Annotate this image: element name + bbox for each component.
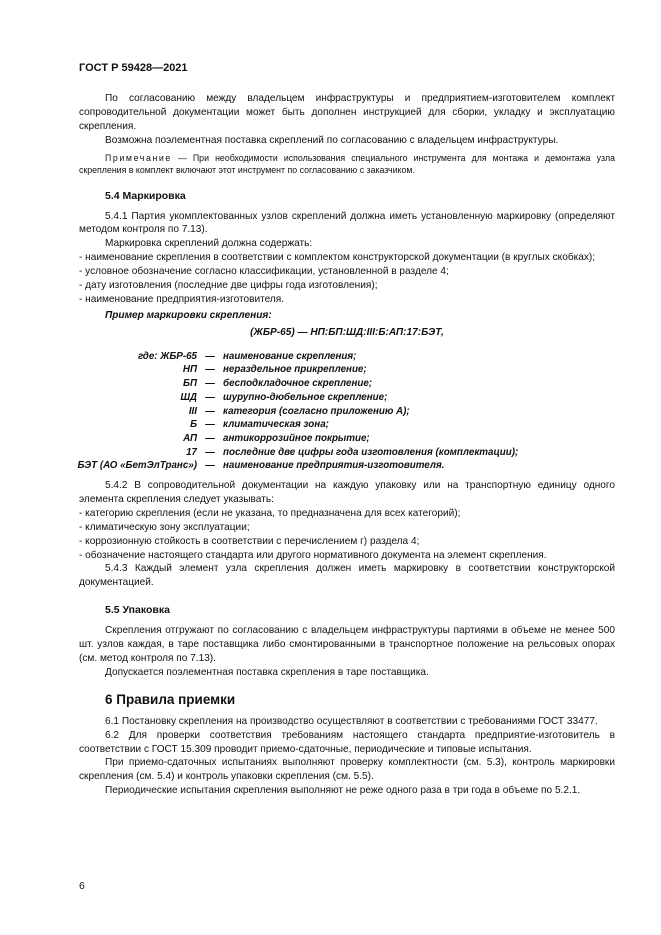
legend-row	[75, 446, 518, 460]
legend-row	[75, 363, 518, 377]
legend-desc: климатическая зона;	[223, 419, 329, 431]
marking-item-1: - наименование скрепления в соответствии с комплектом конструкторской документации (в круглых скобках);	[79, 252, 596, 264]
legend-row	[75, 391, 518, 405]
legend-dash: —	[205, 432, 215, 444]
legend-row	[75, 432, 518, 446]
legend-dash: —	[205, 460, 215, 472]
legend-term: АП	[183, 432, 197, 444]
legend-row	[75, 459, 518, 473]
marking-legend	[75, 350, 518, 473]
legend-desc: наименование скрепления;	[223, 350, 357, 362]
intro-paragraph-2: Возможна поэлементная поставка скреплений по согласованию с владельцем инфраструктуры.	[105, 134, 559, 146]
legend-term: III	[188, 405, 197, 417]
marking-example-formula: (ЖБР-65) — НП:БП:ШД:III:Б:АП:17:БЭТ,	[250, 326, 444, 338]
marking-item-2: - условное обозначение согласно классификации, установленной в разделе 4;	[79, 266, 449, 278]
paragraph-5-4-3: 5.4.3 Каждый элемент узла скрепления должен иметь маркировку в соответствии конструкторской документацией.	[79, 563, 615, 589]
page-content	[79, 92, 615, 798]
note-label: Примечание	[105, 152, 172, 163]
note	[79, 152, 615, 176]
paragraph-6-1: 6.1 Постановку скрепления на производство осуществляют в соответствии с требованиями ГОСТ 33477.	[105, 715, 598, 727]
marking-example-heading: Пример маркировки скрепления:	[105, 309, 272, 321]
legend-desc: бесподкладочное скрепление;	[223, 378, 373, 390]
marking-list-intro: Маркировка скреплений должна содержать:	[105, 238, 313, 250]
legend-desc: последние две цифры года изготовления (комплектации);	[223, 446, 519, 458]
legend-row	[75, 405, 518, 419]
legend-term: БП	[183, 378, 197, 390]
legend-dash: —	[205, 391, 215, 403]
legend-dash: —	[205, 350, 215, 362]
section-5-4-title: 5.4 Маркировка	[105, 189, 186, 202]
legend-row	[75, 350, 518, 364]
legend-desc: категория (согласно приложению А);	[223, 405, 410, 417]
legend-desc: шурупно-дюбельное скрепление;	[223, 391, 388, 403]
paragraph-5-4-2: 5.4.2 В сопроводительной документации на каждую упаковку или на транспортную единицу одного элемента скрепления следует указывать:	[79, 480, 615, 505]
marking-item-3: - дату изготовления (последние две цифры года изготовления);	[79, 280, 378, 292]
intro-paragraph-1: По согласованию между владельцем инфраструктуры и предприятием-изготовителем комплект сопроводительной документации может быть дополнен инструкцией для сборки, укладку и эксплуатацию скрепления.	[79, 93, 615, 132]
page-number: 6	[79, 880, 85, 892]
legend-dash: —	[205, 378, 215, 390]
legend-term: НП	[182, 364, 197, 376]
legend-term: Б	[190, 419, 197, 431]
legend-dash: —	[205, 419, 215, 431]
acceptance-tests-paragraph: При приемо-сдаточных испытаниях выполняют проверку комплектности (см. 5.3), контроль маркировки скрепления (см. 5.4) и контроль упаковки скрепления (см. 5.5).	[79, 757, 615, 783]
document-item-3: - коррозионную стойкость в соответствии с перечислением г) раздела 4;	[79, 535, 420, 547]
document-header: ГОСТ Р 59428—2021	[79, 62, 188, 74]
document-item-2: - климатическую зону эксплуатации;	[79, 521, 250, 533]
packaging-paragraph-1: Скрепления отгружают по согласованию с владельцем инфраструктуры партиями в объеме не менее 500 шт. узлов каждая, в таре поставщика либо смонтированными в транспортное положение на рельсовых опорах (см. метод контроля по 7.13).	[79, 625, 615, 664]
document-item-4: - обозначение настоящего стандарта или другого нормативного документа на элемент скрепления.	[79, 549, 547, 561]
paragraph-6-2: 6.2 Для проверки соответствия требованиям настоящего стандарта предприятие-изготовитель в соответствии с ГОСТ 15.309 проводит приемо-сдаточные, периодические и типовые испытания.	[79, 729, 615, 755]
legend-row	[75, 377, 518, 391]
legend-dash: —	[205, 446, 215, 458]
legend-term: 17	[186, 446, 197, 458]
section-5-5-title: 5.5 Упаковка	[105, 604, 170, 617]
section-6-title: 6 Правила приемки	[105, 691, 236, 707]
legend-term: БЭТ (АО «БетЭлТранс»)	[77, 460, 197, 472]
note-text: — При необходимости использования специального инструмента для монтажа и демонтажа узла скрепления в комплект включают этот инструмент по согласованию с заказчиком.	[79, 152, 615, 175]
legend-term: ШД	[180, 391, 197, 403]
document-item-1: - категорию скрепления (если не указана, то предназначена для всех категорий);	[79, 507, 461, 519]
legend-dash: —	[205, 364, 215, 376]
marking-item-4: - наименование предприятия-изготовителя.	[79, 293, 285, 305]
legend-desc: нераздельное прикрепление;	[223, 364, 367, 376]
legend-row	[75, 418, 518, 432]
paragraph-5-4-1: 5.4.1 Партия укомплектованных узлов скреплений должна иметь установленную маркировку (определяют методом контроля по 7.13).	[79, 210, 615, 236]
periodic-tests-paragraph: Периодические испытания скрепления выполняют не реже одного раза в три года в объеме по 5.2.1.	[105, 785, 581, 797]
packaging-paragraph-2: Допускается поэлементная поставка скрепления в таре поставщика.	[105, 666, 429, 678]
legend-desc: антикоррозийное покрытие;	[223, 432, 370, 444]
legend-term: где: ЖБР-65	[137, 350, 197, 362]
legend-dash: —	[205, 405, 215, 417]
legend-desc: наименование предприятия-изготовителя.	[223, 460, 445, 472]
